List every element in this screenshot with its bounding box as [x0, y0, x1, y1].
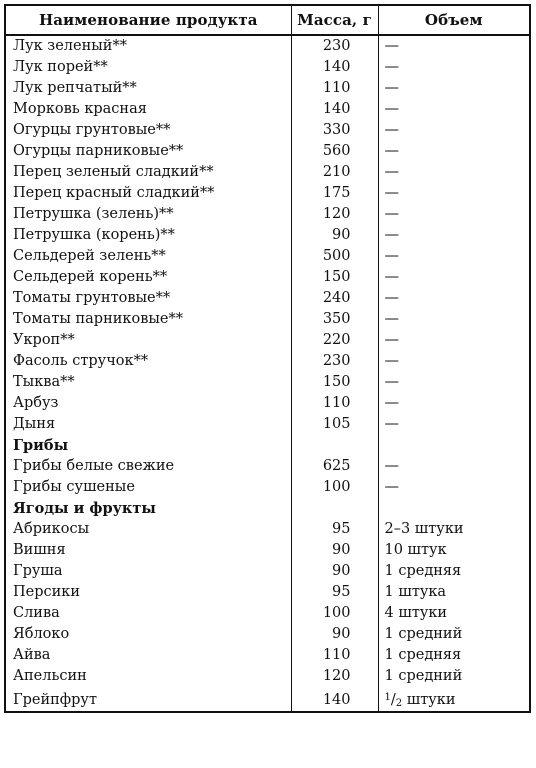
volume-cell — [378, 498, 530, 519]
table-row — [5, 687, 530, 712]
table-row — [5, 120, 530, 141]
table-row — [5, 204, 530, 225]
mass-cell: 100 — [291, 603, 378, 624]
volume-cell: 1 средний — [378, 624, 530, 645]
table-row — [5, 477, 530, 498]
volume-cell: — — [378, 183, 530, 204]
mass-cell: 230 — [291, 351, 378, 372]
section-title: Ягоды и фрукты — [5, 498, 291, 519]
mass-cell: 500 — [291, 246, 378, 267]
table-row — [5, 519, 530, 540]
product-name-cell: Тыква** — [5, 372, 291, 393]
table-row — [5, 78, 530, 99]
mass-cell: 100 — [291, 477, 378, 498]
mass-cell: 150 — [291, 267, 378, 288]
product-name-cell: Вишня — [5, 540, 291, 561]
product-name-cell: Яблоко — [5, 624, 291, 645]
product-name-cell: Апельсин — [5, 666, 291, 687]
table-row — [5, 603, 530, 624]
product-name-cell: Грибы белые свежие — [5, 456, 291, 477]
mass-cell: 95 — [291, 582, 378, 603]
mass-cell — [291, 498, 378, 519]
product-table — [4, 4, 531, 713]
mass-cell: 210 — [291, 162, 378, 183]
table-row — [5, 582, 530, 603]
table-row — [5, 561, 530, 582]
product-table-container — [4, 4, 529, 713]
table-row — [5, 330, 530, 351]
volume-cell: — — [378, 162, 530, 183]
volume-cell: 4 штуки — [378, 603, 530, 624]
table-row — [5, 183, 530, 204]
product-name-cell: Перец зеленый сладкий** — [5, 162, 291, 183]
volume-cell: — — [378, 78, 530, 99]
product-name-cell: Слива — [5, 603, 291, 624]
product-name-cell: Огурцы парниковые** — [5, 141, 291, 162]
product-name-cell: Грибы сушеные — [5, 477, 291, 498]
table-row — [5, 99, 530, 120]
table-row — [5, 666, 530, 687]
product-name-cell: Лук зеленый** — [5, 35, 291, 57]
table-row — [5, 624, 530, 645]
mass-cell: 140 — [291, 99, 378, 120]
volume-cell: — — [378, 393, 530, 414]
mass-cell: 230 — [291, 35, 378, 57]
volume-cell: — — [378, 120, 530, 141]
volume-cell: — — [378, 204, 530, 225]
mass-cell: 90 — [291, 540, 378, 561]
product-name-cell: Персики — [5, 582, 291, 603]
mass-cell: 625 — [291, 456, 378, 477]
mass-cell: 110 — [291, 393, 378, 414]
mass-cell: 240 — [291, 288, 378, 309]
mass-cell: 90 — [291, 225, 378, 246]
volume-cell: — — [378, 351, 530, 372]
table-row — [5, 309, 530, 330]
table-row — [5, 267, 530, 288]
product-name-cell: Арбуз — [5, 393, 291, 414]
section-title: Грибы — [5, 435, 291, 456]
product-name-cell: Лук порей** — [5, 57, 291, 78]
volume-cell: — — [378, 57, 530, 78]
volume-cell: — — [378, 267, 530, 288]
product-name-cell: Грейпфрут — [5, 687, 291, 712]
fraction-unit: штуки — [402, 692, 456, 708]
product-name-cell: Петрушка (зелень)** — [5, 204, 291, 225]
mass-cell: 95 — [291, 519, 378, 540]
fraction-numerator: 1 — [384, 692, 391, 703]
table-header — [5, 5, 530, 35]
volume-cell: — — [378, 141, 530, 162]
product-name-cell: Томаты грунтовые** — [5, 288, 291, 309]
volume-cell: — — [378, 477, 530, 498]
volume-cell: 2–3 штуки — [378, 519, 530, 540]
header-row — [5, 5, 530, 35]
table-row — [5, 141, 530, 162]
mass-cell: 175 — [291, 183, 378, 204]
product-name-cell: Айва — [5, 645, 291, 666]
table-row — [5, 645, 530, 666]
mass-cell: 110 — [291, 645, 378, 666]
fraction-denominator: 2 — [395, 698, 403, 709]
product-name-cell: Томаты парниковые** — [5, 309, 291, 330]
volume-cell: — — [378, 225, 530, 246]
volume-cell: 1 штука — [378, 582, 530, 603]
volume-cell — [378, 435, 530, 456]
mass-cell: 330 — [291, 120, 378, 141]
mass-cell: 150 — [291, 372, 378, 393]
volume-cell: 1 средний — [378, 666, 530, 687]
product-name-cell: Сельдерей зелень** — [5, 246, 291, 267]
product-name-cell: Дыня — [5, 414, 291, 435]
volume-cell: $^1/_2$ штуки — [378, 687, 530, 712]
product-name-cell: Сельдерей корень** — [5, 267, 291, 288]
volume-cell: — — [378, 414, 530, 435]
volume-cell: 1 средняя — [378, 561, 530, 582]
product-name-cell: Укроп** — [5, 330, 291, 351]
header-mass: Масса, г — [291, 5, 378, 35]
table-body — [5, 35, 530, 712]
volume-cell: — — [378, 246, 530, 267]
header-volume: Объем — [378, 5, 530, 35]
mass-cell: 220 — [291, 330, 378, 351]
mass-cell: 120 — [291, 666, 378, 687]
volume-cell: 1 средняя — [378, 645, 530, 666]
product-name-cell: Груша — [5, 561, 291, 582]
volume-cell: — — [378, 309, 530, 330]
mass-cell: 90 — [291, 561, 378, 582]
table-row — [5, 35, 530, 57]
table-row — [5, 246, 530, 267]
table-row — [5, 372, 530, 393]
volume-cell: — — [378, 35, 530, 57]
mass-cell: 110 — [291, 78, 378, 99]
volume-cell: — — [378, 288, 530, 309]
mass-cell: 560 — [291, 141, 378, 162]
mass-cell — [291, 435, 378, 456]
product-name-cell: Перец красный сладкий** — [5, 183, 291, 204]
table-row — [5, 540, 530, 561]
volume-cell: — — [378, 372, 530, 393]
volume-cell: — — [378, 99, 530, 120]
product-name-cell: Огурцы грунтовые** — [5, 120, 291, 141]
product-name-cell: Петрушка (корень)** — [5, 225, 291, 246]
table-row — [5, 162, 530, 183]
header-product-name: Наименование продукта — [5, 5, 291, 35]
table-row — [5, 456, 530, 477]
volume-cell: 10 штук — [378, 540, 530, 561]
volume-cell: — — [378, 456, 530, 477]
product-name-cell: Фасоль стручок** — [5, 351, 291, 372]
mass-cell: 120 — [291, 204, 378, 225]
product-name-cell: Морковь красная — [5, 99, 291, 120]
section-row — [5, 498, 530, 519]
table-row — [5, 225, 530, 246]
table-row — [5, 57, 530, 78]
mass-cell: 350 — [291, 309, 378, 330]
mass-cell: 105 — [291, 414, 378, 435]
product-name-cell: Лук репчатый** — [5, 78, 291, 99]
table-row — [5, 393, 530, 414]
table-row — [5, 351, 530, 372]
table-row — [5, 288, 530, 309]
volume-cell: — — [378, 330, 530, 351]
mass-cell: 140 — [291, 57, 378, 78]
product-name-cell: Абрикосы — [5, 519, 291, 540]
section-row — [5, 435, 530, 456]
mass-cell: 90 — [291, 624, 378, 645]
table-row — [5, 414, 530, 435]
mass-cell: 140 — [291, 687, 378, 712]
